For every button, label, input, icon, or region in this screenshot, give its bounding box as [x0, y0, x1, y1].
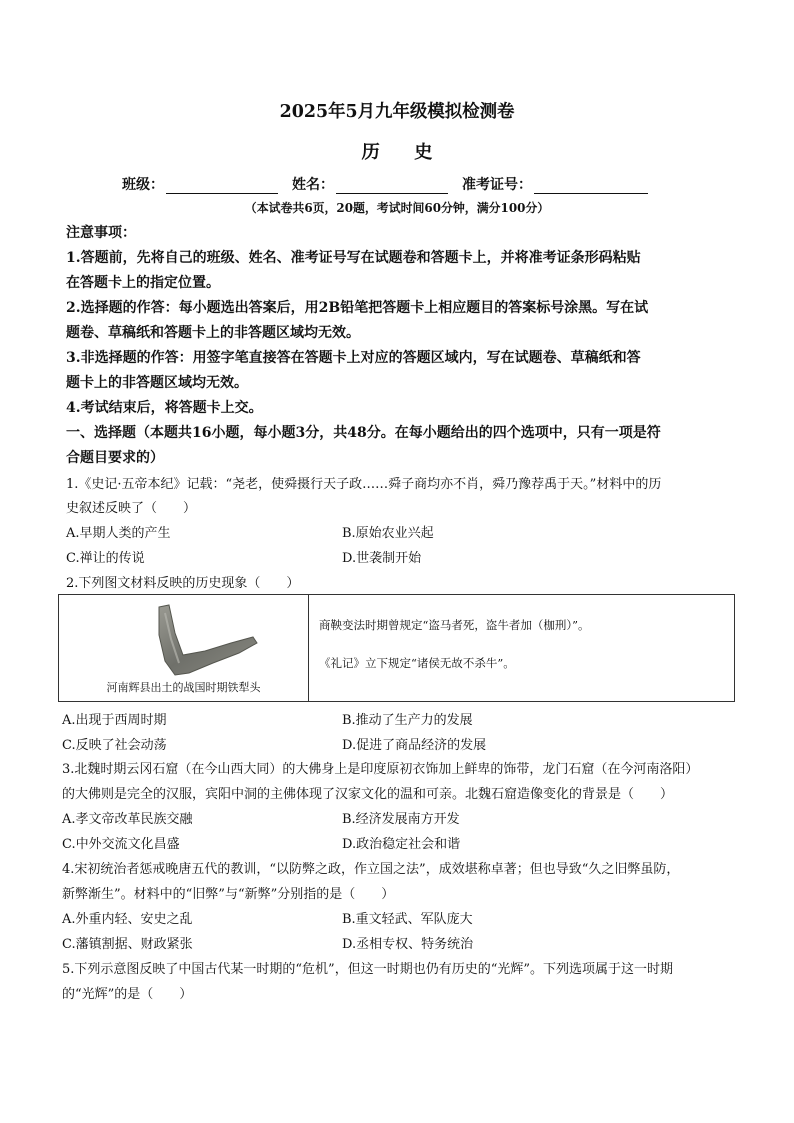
instruction-line: 3.非选择题的作答：用签字笔直接答在答题卡上对应的答题区域内，写在试题卷、草稿纸和答	[66, 350, 641, 366]
material-text-2: 《礼记》立下规定“诸侯无故不杀牛”。	[319, 656, 515, 670]
question-2-stem: 2.下列图文材料反映的历史现象（ ）	[66, 576, 300, 591]
q1-option-c: C.禅让的传说	[66, 551, 145, 566]
instruction-line: 题卡上的非答题区域均无效。	[66, 375, 248, 391]
question-4-stem: 4.宋初统治者惩戒晚唐五代的教训，“以防弊之政，作立国之法”，成效堪称卓著；但也导致“久之旧弊虽防，	[62, 862, 680, 877]
question-1-stem: 1.《史记·五帝本纪》记载：“尧老，使舜摄行天子政……舜子商均亦不肖，舜乃豫荐禹于天。”材料中的历	[66, 477, 662, 492]
question-3-stem: 3.北魏时期云冈石窟（在今山西大同）的大佛身上是印度原初衣饰加上鲜卑的饰带，龙门石窟（在今河南洛阳）	[62, 762, 699, 777]
q1-option-d: D.世袭制开始	[342, 551, 422, 566]
class-label: 班级：	[122, 177, 164, 193]
iron-plow-image	[145, 603, 265, 679]
q4-option-a: A.外重内轻、安史之乱	[62, 912, 193, 927]
q3-option-a: A.孝文帝改革民族交融	[62, 812, 193, 827]
question-5-stem-cont: 的“光辉”的是（ ）	[62, 987, 193, 1002]
question-5-stem: 5.下列示意图反映了中国古代某一时期的“危机”，但这一时期也仍有历史的“光辉”。下列选项属于这一时期	[62, 962, 673, 977]
exam-no-blank	[534, 179, 648, 194]
instruction-line: 2.选择题的作答：每小题选出答案后，用2B铅笔把答题卡上相应题目的答案标号涂黑。写在试	[66, 300, 649, 316]
student-info-row	[122, 174, 648, 194]
q3-option-c: C.中外交流文化昌盛	[62, 837, 180, 852]
instructions-heading: 注意事项：	[66, 225, 136, 241]
material-text-1: 商鞅变法时期曾规定“盗马者死，盗牛者加（枷刑）”。	[319, 618, 590, 632]
question-3-stem-cont: 的大佛则是完全的汉服，宾阳中洞的主佛体现了汉家文化的温和可亲。北魏石窟造像变化的背景是（ ）	[62, 787, 674, 802]
question-4-stem-cont: 新弊渐生”。材料中的“旧弊”与“新弊”分别指的是（ ）	[62, 887, 395, 902]
section-heading: 一、选择题（本题共16小题，每小题3分，共48分。在每小题给出的四个选项中，只有一项是符	[66, 425, 661, 441]
class-blank	[166, 179, 278, 194]
q4-option-d: D.丞相专权、特务统治	[342, 937, 474, 952]
name-label: 姓名：	[292, 177, 334, 193]
q2-option-b: B.推动了生产力的发展	[342, 713, 473, 728]
table-divider	[308, 595, 309, 701]
image-caption: 河南辉县出土的战国时期铁犁头	[106, 681, 261, 694]
instruction-line: 题卷、草稿纸和答题卡上的非答题区域均无效。	[66, 325, 360, 341]
q4-option-b: B.重文轻武、军队庞大	[342, 912, 473, 927]
name-blank	[336, 179, 448, 194]
q1-option-a: A.早期人类的产生	[66, 526, 171, 541]
q2-option-c: C.反映了社会动荡	[62, 738, 167, 753]
q3-option-d: D.政治稳定社会和谐	[342, 837, 461, 852]
instruction-line: 4.考试结束后，将答题卡上交。	[66, 400, 263, 416]
instruction-line: 1.答题前，先将自己的班级、姓名、准考证号写在试题卷和答题卡上，并将准考证条形码粘贴	[66, 250, 641, 266]
q3-option-b: B.经济发展南方开发	[342, 812, 460, 827]
subject-title: 历 史	[361, 142, 447, 163]
exam-no-label: 准考证号：	[462, 177, 532, 193]
exam-title: 2025年5月九年级模拟检测卷	[279, 102, 515, 122]
question-1-stem-cont: 史叙述反映了（ ）	[66, 501, 197, 516]
material-table	[58, 594, 735, 702]
q1-option-b: B.原始农业兴起	[342, 526, 434, 541]
q2-option-d: D.促进了商品经济的发展	[342, 738, 487, 753]
q4-option-c: C.藩镇割据、财政紧张	[62, 937, 193, 952]
instruction-line: 在答题卡上的指定位置。	[66, 275, 220, 291]
exam-note: （本试卷共6页，20题，考试时间60分钟，满分100分）	[244, 201, 550, 215]
section-heading-cont: 合题目要求的）	[66, 450, 164, 466]
q2-option-a: A.出现于西周时期	[62, 713, 167, 728]
